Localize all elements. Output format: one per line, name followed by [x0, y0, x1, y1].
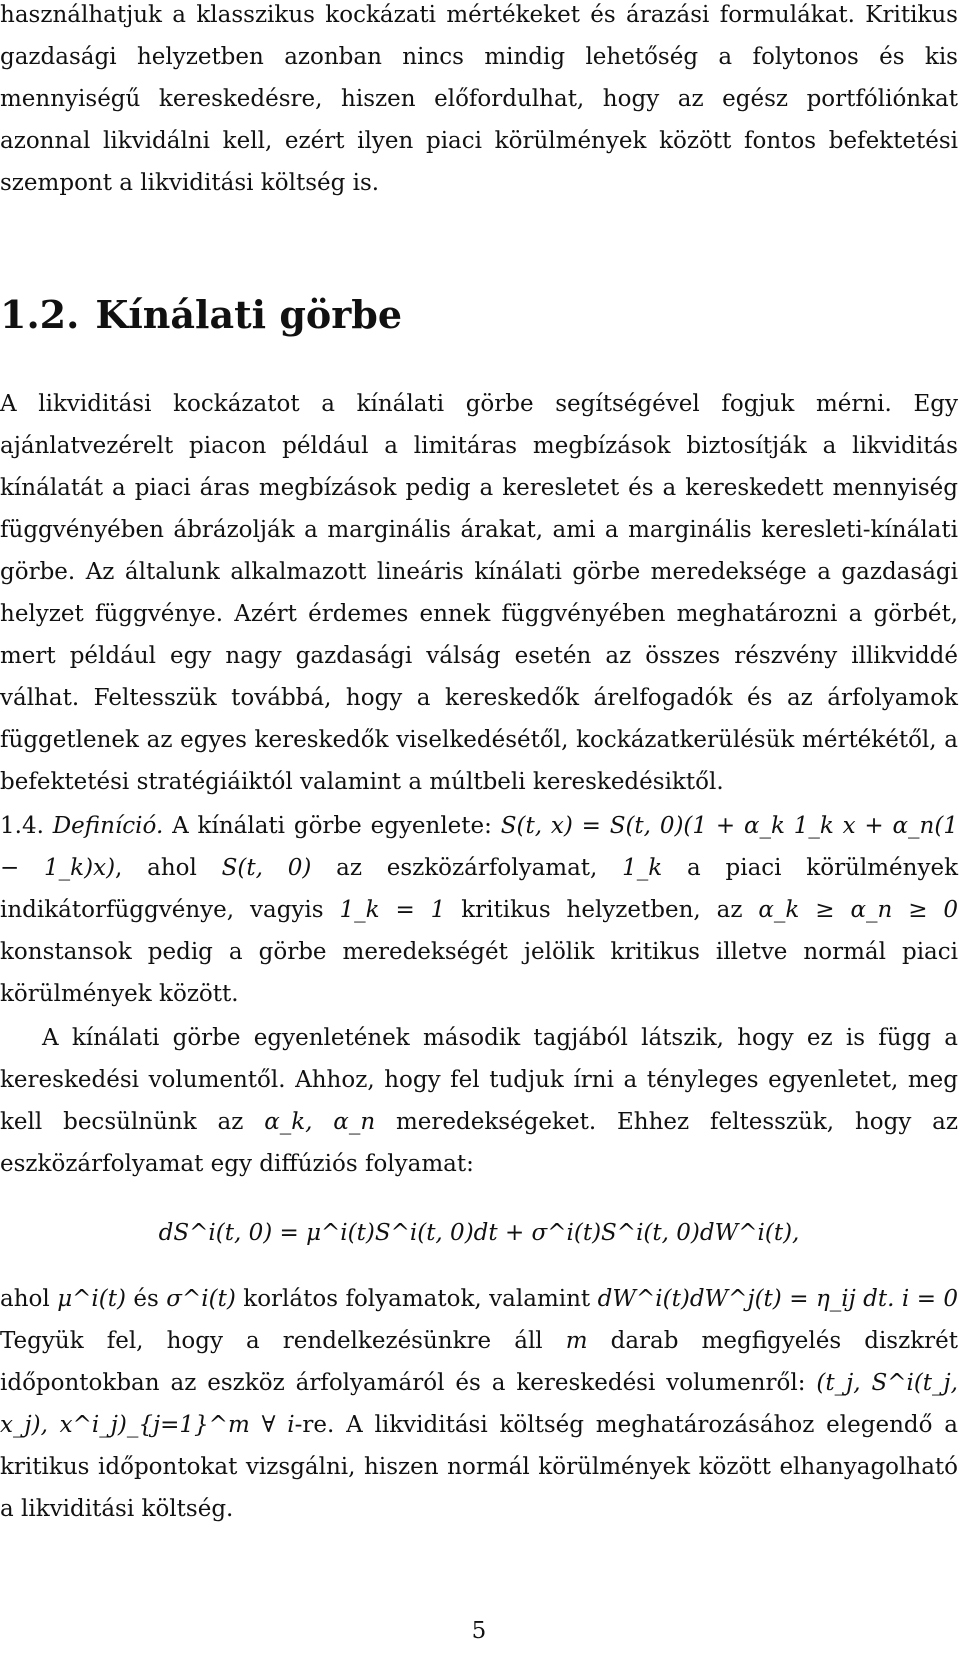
- definition-text-2: az eszközárfolyamat,: [336, 855, 598, 881]
- obs-sym-7: ∀ i: [261, 1412, 295, 1438]
- obs-sym-6: (t_j, S^i(t_j, x_j), x^i_j)_{j=1}^m: [0, 1370, 958, 1438]
- definition-sym-2: 1_k: [622, 855, 663, 881]
- definition-label: 1.4.: [0, 813, 44, 839]
- definition-formula: S(t, x) = S(t, 0)(1 + α_k 1_k x + α_n(1 − 1_k)x): [0, 813, 958, 881]
- definition-text-1: , ahol: [115, 855, 197, 881]
- paragraph-diffusion-text-2: meredekségeket. Ehhez feltesszük, hogy az eszközárfolyamat egy diffúziós folyamat:: [0, 1109, 958, 1177]
- obs-text-1: ahol: [0, 1286, 50, 1312]
- definition-name: Definíció.: [52, 813, 164, 839]
- intro-paragraph: [0, 0, 958, 204]
- paragraph-observations: [0, 1278, 958, 1530]
- section-heading: [0, 292, 418, 337]
- definition-sym-3: 1_k = 1: [339, 897, 446, 923]
- definition-lead: A kínálati görbe egyenlete:: [172, 813, 492, 839]
- definition-text-3: a piaci körülmények indikátorfüggvénye, vagyis: [0, 855, 959, 923]
- obs-text-2: és: [133, 1286, 159, 1312]
- diffusion-equation-formula: dS^i(t, 0) = μ^i(t)S^i(t, 0)dt + σ^i(t)S^i(t, 0)dW^i(t),: [158, 1220, 800, 1246]
- obs-sym-3: dW^i(t)dW^j(t) = η_ij dt.: [597, 1286, 895, 1312]
- paragraph-diffusion-sym-1: α_k, α_n: [264, 1109, 376, 1135]
- paragraph-liquidity: [0, 383, 958, 803]
- definition-sym-1: S(t, 0): [221, 855, 312, 881]
- definition-text-4: kritikus helyzetben, az: [461, 897, 743, 923]
- obs-text-6: -re. A likviditási költség meghatározásához elegendő a kritikus időpontokat vizsgálni, hiszen normál körülmények között elhanyagolható a likviditási költség.: [0, 1412, 958, 1522]
- page-number-text: 5: [471, 1618, 487, 1644]
- definition-block: [0, 805, 958, 1015]
- obs-sym-4: i = 0: [901, 1286, 959, 1312]
- obs-sym-1: μ^i(t): [57, 1286, 126, 1312]
- obs-sym-5: m: [565, 1328, 588, 1354]
- paragraph-diffusion: [0, 1017, 958, 1185]
- obs-text-4: Tegyük fel, hogy a rendelkezésünkre áll: [0, 1328, 543, 1354]
- obs-sym-2: σ^i(t): [166, 1286, 236, 1312]
- intro-text: használhatjuk a klasszikus kockázati mértékeket és árazási formulákat. Kritikus gazdasági helyzetben azonban nincs mindig lehetőség a folytonos és kis mennyiségű kereskedésre, hiszen előfordulhat, hogy az egész portfóliónkat azonnal likvidálni kell, ezért ilyen piaci körülmények között fontos befektetési szempont a likviditási költség is.: [0, 2, 958, 196]
- obs-text-3: korlátos folyamatok, valamint: [243, 1286, 591, 1312]
- diffusion-equation: [0, 1212, 958, 1254]
- paragraph-diffusion-text-1: A kínálati görbe egyenletének második tagjából látszik, hogy ez is függ a kereskedési volumentől. Ahhoz, hogy fel tudjuk írni a tényleges egyenletet, meg kell becsülnünk az: [0, 1025, 958, 1135]
- section-title: Kínálati görbe: [95, 292, 403, 337]
- definition-sym-4: α_k ≥ α_n ≥ 0: [758, 897, 958, 923]
- page-number: [0, 1610, 958, 1652]
- paragraph-liquidity-text: A likviditási kockázatot a kínálati görbe segítségével fogjuk mérni. Egy ajánlatvezérelt piacon például a limitáras megbízások biztosítják a likviditás kínálatát a piaci áras megbízások pedig a keresletet és a kereskedett mennyiség függvényében ábrázolják a marginális árakat, ami a marginális keresleti-kínálati görbe. Az általunk alkalmazott lineáris kínálati görbe meredeksége a gazdasági helyzet függvénye. Azért érdemes ennek függvényében meghatározni a görbét, mert például egy nagy gazdasági válság esetén az összes részvény illikviddé válhat. Feltesszük továbbá, hogy a kereskedők árelfogadók és az árfolyamok függetlenek az egyes kereskedők viselkedésétől, kockázatkerülésük mértékétől, a befektetési stratégiáiktól valamint a múltbeli kereskedésiktől.: [0, 391, 958, 795]
- definition-text-5: konstansok pedig a görbe meredekségét jelölik kritikus illetve normál piaci körülmények között.: [0, 939, 958, 1007]
- section-number: 1.2.: [0, 292, 80, 337]
- obs-text-5: darab megfigyelés diszkrét időpontokban az eszköz árfolyamáról és a kereskedési volumenről:: [0, 1328, 959, 1396]
